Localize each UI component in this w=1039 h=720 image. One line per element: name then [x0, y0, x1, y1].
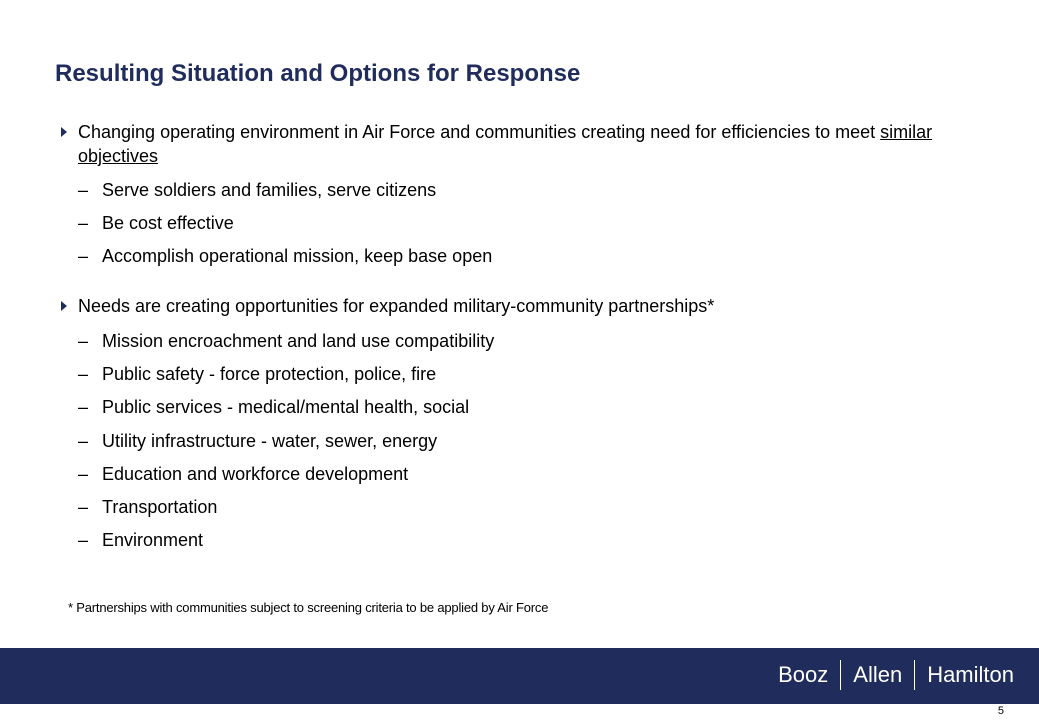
list-item-text: Transportation [102, 496, 218, 517]
list-item [78, 329, 494, 362]
dash: – [78, 430, 89, 451]
list-item-text: Accomplish operational mission, keep base open [102, 246, 493, 267]
list-item [78, 395, 494, 428]
list-item-text: Public safety - force protection, police, fire [102, 364, 437, 385]
dash: – [78, 331, 89, 351]
list-item [78, 495, 494, 528]
list-item [78, 211, 492, 244]
dash: – [78, 463, 89, 484]
underlined-phrase: similar objectives [78, 122, 933, 166]
brand-word-allen: Allen [853, 662, 903, 687]
list-item-text: Utility infrastructure - water, sewer, energy [102, 430, 438, 451]
brand-divider [914, 660, 915, 690]
bullet-text: Needs are creating opportunities for expanded military-community partnerships* [78, 296, 715, 316]
bullet-text: Changing operating environment in Air Force and communities creating need for efficiencies to meet [78, 122, 881, 142]
list-item-text: Education and workforce development [102, 463, 409, 484]
footnote: * Partnerships with communities subject to screening criteria to be applied by Air Force [68, 600, 549, 615]
dash: – [78, 397, 89, 418]
list-item [78, 178, 492, 211]
company-logo [778, 660, 1014, 690]
list-item-text: Mission encroachment and land use compatibility [102, 331, 495, 351]
triangle-bullet-icon [61, 301, 67, 311]
list-item [78, 429, 494, 462]
brand-word-hamilton: Hamilton [927, 662, 1014, 687]
list-item-text: Be cost effective [102, 213, 234, 234]
list-item [78, 362, 494, 395]
sub-list-partnerships [78, 329, 494, 561]
brand-word-booz: Booz [778, 662, 829, 687]
brand-divider [840, 660, 841, 690]
bullet-changing-environment [78, 120, 998, 168]
list-item-text: Serve soldiers and families, serve citizens [102, 180, 437, 200]
dash: – [78, 364, 89, 385]
dash: – [78, 180, 89, 200]
list-item-text: Environment [102, 530, 204, 551]
dash: – [78, 496, 89, 517]
list-item [78, 528, 494, 561]
dash: – [78, 530, 89, 551]
page-number: 5 [997, 705, 1004, 717]
dash: – [78, 213, 89, 234]
bullet-partnership-opportunities [78, 294, 998, 318]
dash: – [78, 246, 89, 267]
sub-list-objectives [78, 178, 492, 278]
list-item-text: Public services - medical/mental health, social [102, 397, 470, 418]
list-item [78, 244, 492, 277]
slide-title: Resulting Situation and Options for Response [55, 60, 581, 87]
footer-bar [0, 648, 1039, 704]
list-item [78, 462, 494, 495]
triangle-bullet-icon [61, 127, 67, 137]
